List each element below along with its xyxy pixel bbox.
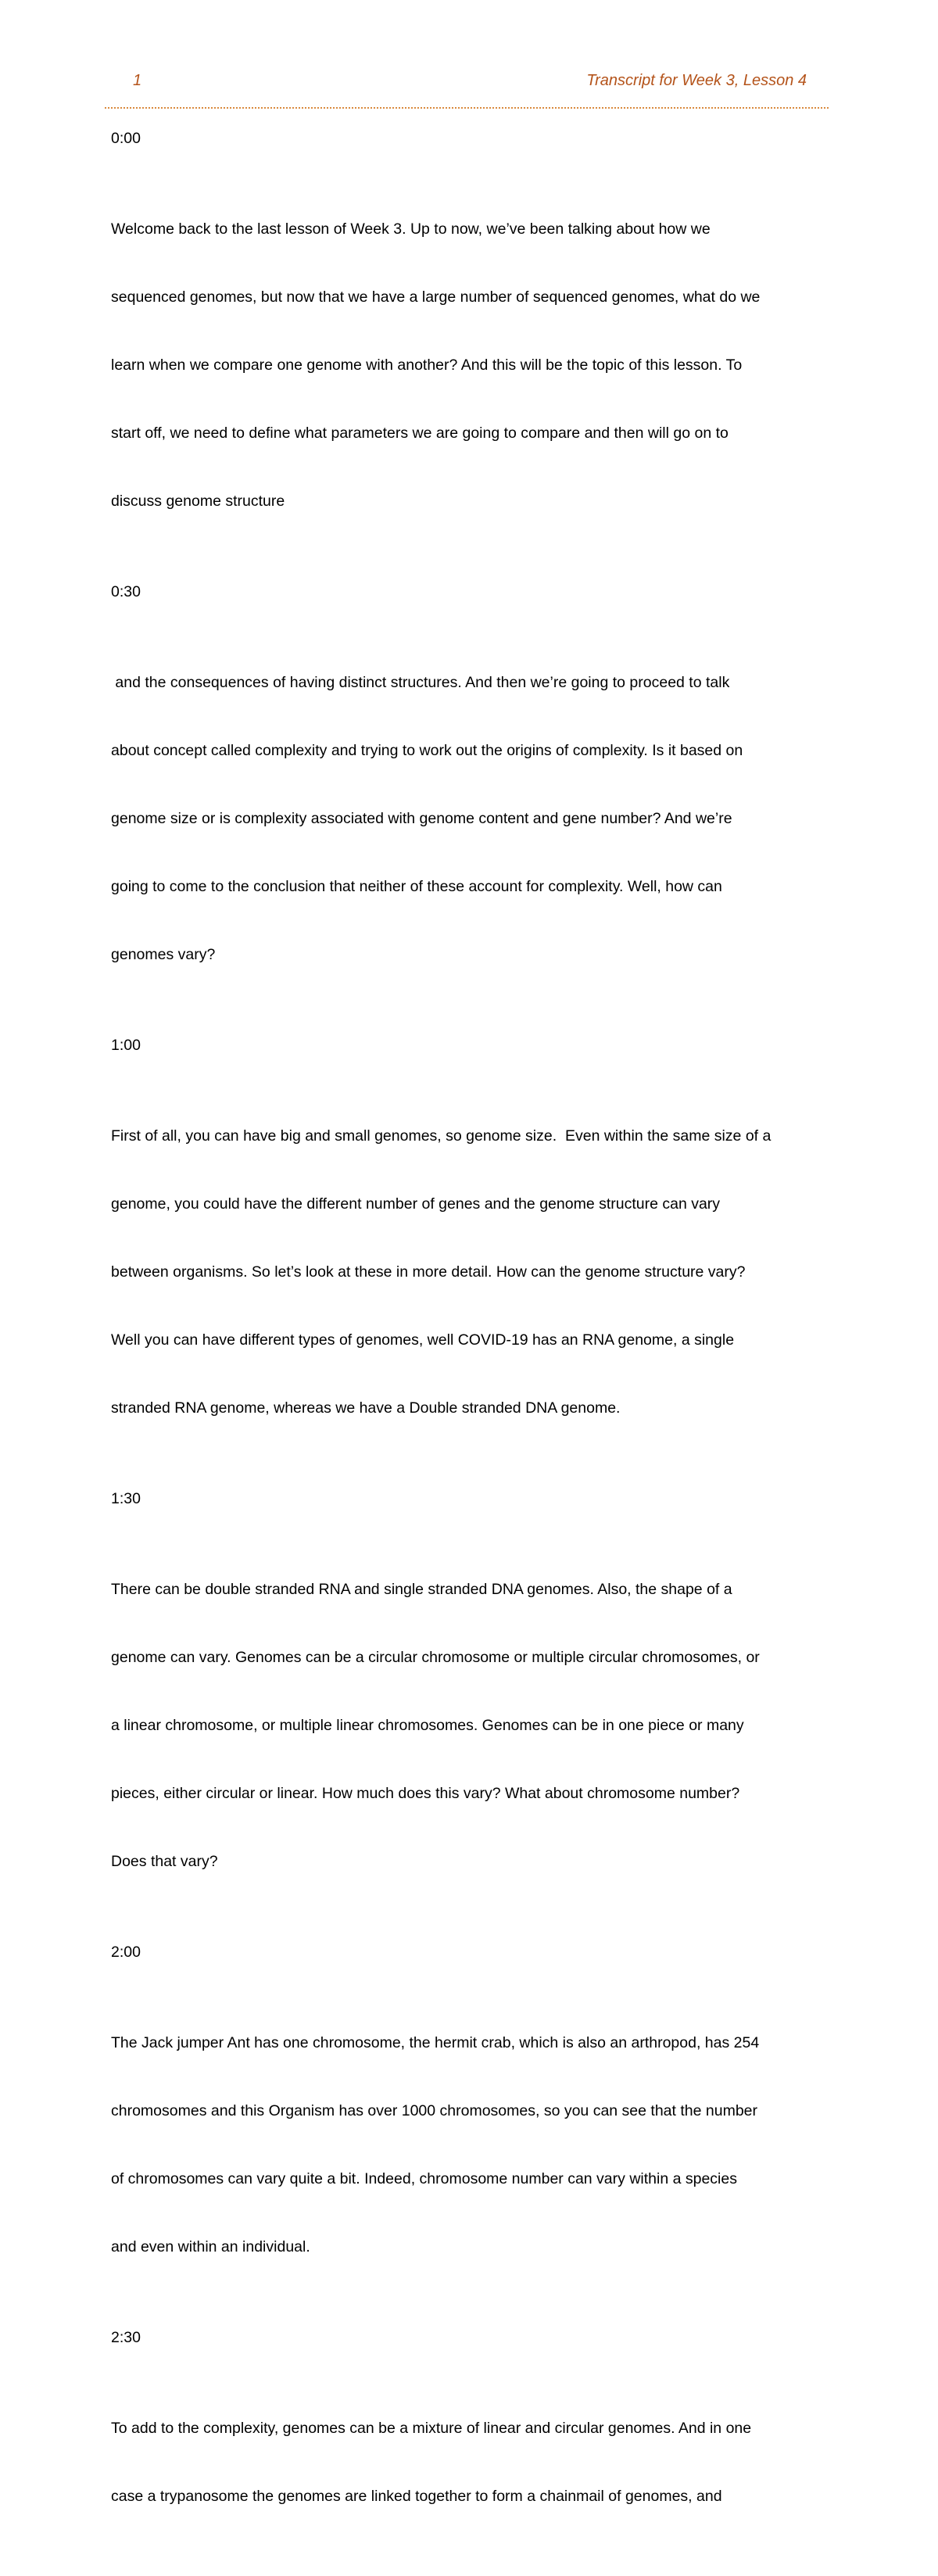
transcript-paragraph [111,1533,838,1919]
text-line: case a trypanosome the genomes are linked together to form a chainmail of genomes, and [111,2488,722,2505]
text-line: chromosomes and this Organism has over 1000 chromosomes, so you can see that the number [111,2102,757,2119]
text-line: There can be double stranded RNA and single stranded DNA genomes. Also, the shape of a [111,1581,732,1598]
text-line: between organisms. So let’s look at these in more detail. How can the genome structure vary? [111,1263,746,1281]
text-line: Well you can have different types of genomes, well COVID-19 has an RNA genome, a single [111,1331,735,1349]
timestamp: 1:00 [111,1037,141,1054]
transcript-paragraph [111,1987,838,2304]
text-line: discuss genome structure [111,493,285,510]
text-line: genome can vary. Genomes can be a circular chromosome or multiple circular chromosomes, or [111,1649,760,1666]
text-line: start off, we need to define what parameters we are going to compare and then will go on to [111,425,729,442]
text-line: and the consequences of having distinct structures. And then we’re going to proceed to talk [111,674,730,691]
transcript-paragraph [111,2372,838,2553]
timestamp: 1:30 [111,1490,141,1507]
text-line: genome size or is complexity associated with genome content and gene number? And we’re [111,810,732,827]
page-number: 1 [133,72,142,89]
timestamp: 2:00 [111,1944,141,1961]
text-line: learn when we compare one genome with another? And this will be the topic of this lesson. To [111,356,743,374]
text-line: First of all, you can have big and small genomes, so genome size. Even within the same size of a [111,1127,772,1145]
text-line: going to come to the conclusion that neither of these account for complexity. Well, how can [111,878,722,895]
text-line: a linear chromosome, or multiple linear chromosomes. Genomes can be in one piece or many [111,1717,744,1734]
timestamp: 0:30 [111,583,141,600]
document-title: Transcript for Week 3, Lesson 4 [586,72,807,89]
text-line: genome, you could have the different number of genes and the genome structure can vary [111,1195,721,1213]
timestamp: 0:00 [111,130,141,147]
transcript-paragraph [111,1080,838,1465]
text-line: The Jack jumper Ant has one chromosome, the hermit crab, which is also an arthropod, has 254 [111,2034,760,2051]
page-header [111,70,827,99]
text-line: pieces, either circular or linear. How much does this vary? What about chromosome number? [111,1785,740,1802]
text-line: genomes vary? [111,946,216,963]
timestamp: 2:30 [111,2329,141,2346]
text-line: Does that vary? [111,1853,218,1870]
text-line: of chromosomes can vary quite a bit. Indeed, chromosome number can vary within a species [111,2170,737,2187]
text-line: and even within an individual. [111,2238,310,2255]
transcript-body [111,127,838,2576]
text-line: stranded RNA genome, whereas we have a Double stranded DNA genome. [111,1399,621,1417]
transcript-paragraph [111,626,838,1012]
text-line: about concept called complexity and trying to work out the origins of complexity. Is it based on [111,742,743,759]
transcript-paragraph [111,173,838,558]
text-line: sequenced genomes, but now that we have a large number of sequenced genomes, what do we [111,288,761,306]
text-line: Welcome back to the last lesson of Week 3. Up to now, we’ve been talking about how we [111,220,711,238]
text-line: To add to the complexity, genomes can be a mixture of linear and circular genomes. And in one [111,2420,752,2437]
header-divider [105,107,829,109]
